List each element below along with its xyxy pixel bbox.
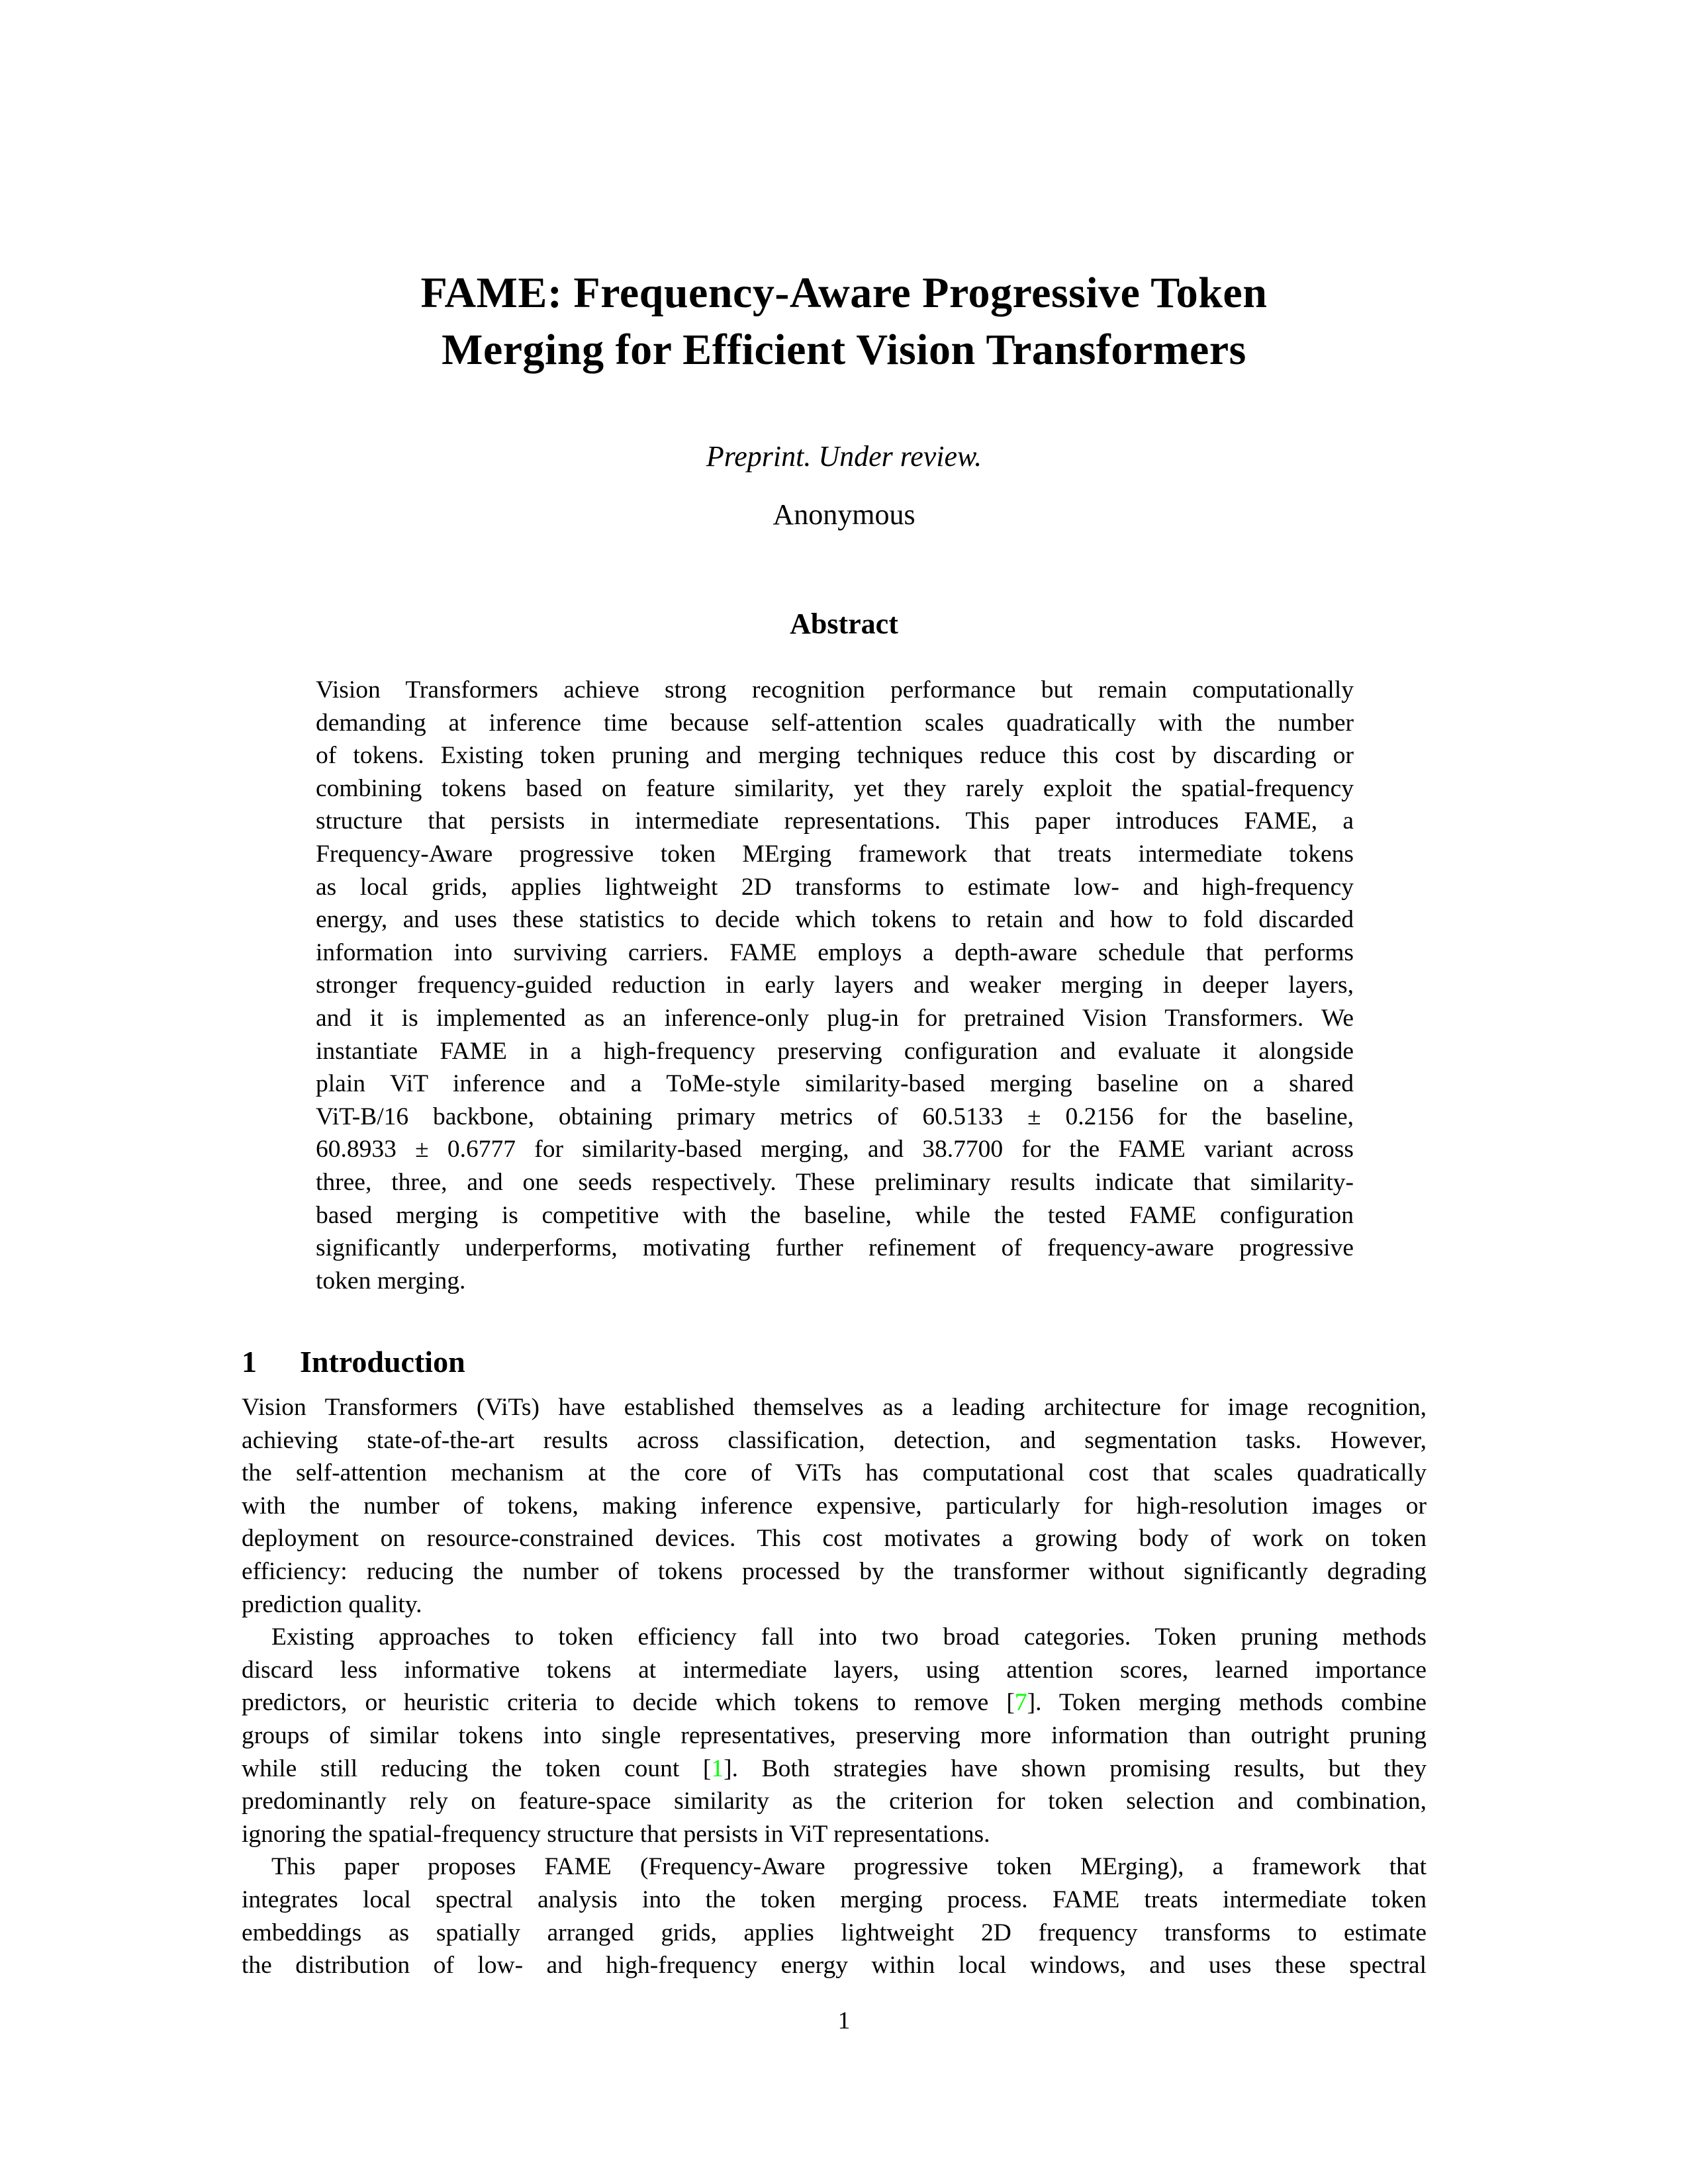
abstract-body — [316, 674, 1354, 1297]
citation-link[interactable]: 1 — [711, 1754, 724, 1782]
body-line — [242, 1850, 1427, 1884]
body-text: the self-attention mechanism at the core of ViTs has computational cost that scales quadratically — [242, 1459, 1427, 1487]
body-line — [242, 1621, 1427, 1654]
paragraph — [242, 1391, 1427, 1621]
body-line — [242, 1719, 1427, 1752]
body-text: efficiency: reducing the number of tokens processed by the transformer without significantly degrading — [242, 1557, 1427, 1585]
body-text: Existing approaches to token efficiency fall into two broad categories. Token pruning methods — [271, 1623, 1427, 1651]
body-line — [242, 1917, 1427, 1950]
body-text: deployment on resource-constrained devices. This cost motivates a growing body of work on token — [242, 1525, 1427, 1553]
author-name: Anonymous — [773, 498, 915, 531]
abstract-heading: Abstract — [790, 608, 898, 640]
body-line — [242, 1457, 1427, 1490]
page-number: 1 — [837, 2007, 851, 2034]
body-text: prediction quality. — [242, 1590, 422, 1618]
body-line — [242, 1785, 1427, 1818]
paper-title — [0, 265, 1688, 379]
body-line — [242, 1818, 1427, 1851]
paragraph — [242, 1621, 1427, 1850]
body-line — [242, 1490, 1427, 1523]
abstract-line: structure that persists in intermediate representations. This paper introduces FAME, a — [316, 807, 1354, 835]
abstract-line: instantiate FAME in a high-frequency preserving configuration and evaluate it alongside — [316, 1037, 1354, 1065]
body-text: predominantly rely on feature-space similarity as the criterion for token selection and combination, — [242, 1788, 1427, 1815]
preprint-status: Preprint. Under review. — [706, 440, 982, 473]
body-line — [242, 1522, 1427, 1555]
abstract-line: energy, and uses these statistics to decide which tokens to retain and how to fold discarded — [316, 906, 1354, 934]
body-text: the distribution of low- and high-frequency energy within local windows, and uses these spectral — [242, 1952, 1427, 1979]
abstract-line: significantly underperforms, motivating further refinement of frequency-aware progressive — [316, 1234, 1354, 1262]
body-text: predictors, or heuristic criteria to decide which tokens to remove [ — [242, 1689, 1015, 1717]
body-line — [242, 1588, 1427, 1621]
introduction-body — [242, 1391, 1427, 1982]
body-text: ]. Token merging methods combine — [1027, 1689, 1427, 1717]
title-line-1: FAME: Frequency-Aware Progressive Token — [420, 269, 1268, 317]
abstract-line: token merging. — [316, 1267, 466, 1295]
abstract-line: combining tokens based on feature similarity, yet they rarely exploit the spatial-frequency — [316, 774, 1354, 802]
body-line — [242, 1424, 1427, 1457]
title-line-2: Merging for Efficient Vision Transformers — [442, 326, 1246, 374]
abstract-line: as local grids, applies lightweight 2D transforms to estimate low- and high-frequency — [316, 873, 1354, 901]
section-title: Introduction — [300, 1345, 465, 1379]
abstract-line: of tokens. Existing token pruning and merging techniques reduce this cost by discarding or — [316, 742, 1354, 770]
abstract-line: plain ViT inference and a ToMe-style similarity-based merging baseline on a shared — [316, 1070, 1354, 1098]
body-text: with the number of tokens, making inference expensive, particularly for high-resolution images or — [242, 1492, 1427, 1520]
abstract-line: Frequency-Aware progressive token MErging framework that treats intermediate tokens — [316, 840, 1354, 868]
abstract-line: 60.8933 ± 0.6777 for similarity-based merging, and 38.7700 for the FAME variant across — [316, 1136, 1354, 1163]
body-line — [242, 1752, 1427, 1786]
paragraph — [242, 1850, 1427, 1981]
abstract-line: ViT-B/16 backbone, obtaining primary metrics of 60.5133 ± 0.2156 for the baseline, — [316, 1103, 1354, 1130]
abstract-line: three, three, and one seeds respectively. These preliminary results indicate that similarity- — [316, 1168, 1354, 1196]
body-text: integrates local spectral analysis into the token merging process. FAME treats intermediate token — [242, 1886, 1427, 1913]
body-line — [242, 1555, 1427, 1588]
section-heading-introduction — [242, 1342, 465, 1382]
body-text: while still reducing the token count [ — [242, 1754, 712, 1782]
abstract-line: information into surviving carriers. FAME employs a depth-aware schedule that performs — [316, 938, 1354, 966]
body-text: embeddings as spatially arranged grids, applies lightweight 2D frequency transforms to estimate — [242, 1919, 1427, 1946]
body-text: groups of similar tokens into single representatives, preserving more information than outright pruning — [242, 1721, 1427, 1749]
body-text: This paper proposes FAME (Frequency-Aware progressive token MErging), a framework that — [271, 1853, 1427, 1881]
body-line — [242, 1949, 1427, 1982]
body-text: ignoring the spatial-frequency structure that persists in ViT representations. — [242, 1820, 990, 1848]
body-text: achieving state-of-the-art results across classification, detection, and segmentation tasks. However, — [242, 1426, 1427, 1454]
abstract-line: Vision Transformers achieve strong recognition performance but remain computationally — [316, 676, 1354, 704]
abstract-line: and it is implemented as an inference-only plug-in for pretrained Vision Transformers. We — [316, 1004, 1354, 1032]
body-text: discard less informative tokens at intermediate layers, using attention scores, learned importance — [242, 1656, 1427, 1684]
body-text: ]. Both strategies have shown promising results, but they — [724, 1754, 1427, 1782]
body-line — [242, 1884, 1427, 1917]
citation-link[interactable]: 7 — [1014, 1689, 1027, 1717]
body-line — [242, 1654, 1427, 1687]
abstract-line: demanding at inference time because self-attention scales quadratically with the number — [316, 709, 1354, 737]
section-number: 1 — [242, 1345, 257, 1379]
body-line — [242, 1391, 1427, 1424]
abstract-line: stronger frequency-guided reduction in early layers and weaker merging in deeper layers, — [316, 972, 1354, 999]
abstract-line: based merging is competitive with the baseline, while the tested FAME configuration — [316, 1201, 1354, 1229]
body-line — [242, 1686, 1427, 1719]
body-text: Vision Transformers (ViTs) have established themselves as a leading architecture for image recognition, — [242, 1394, 1427, 1421]
